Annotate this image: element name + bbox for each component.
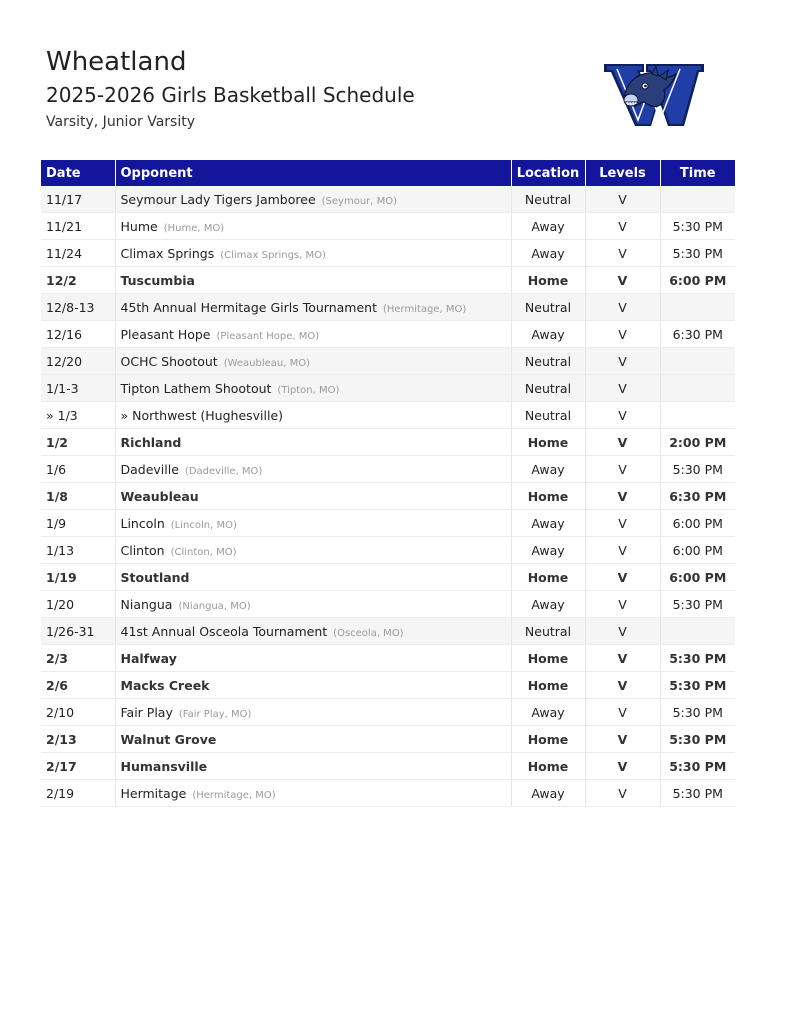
levels-cell: V <box>585 186 660 213</box>
opponent-name: 41st Annual Osceola Tournament <box>120 623 328 639</box>
location-cell: Away <box>511 240 585 267</box>
location-cell: Away <box>511 321 585 348</box>
table-row <box>41 753 735 780</box>
table-row <box>41 429 735 456</box>
table-row <box>41 483 735 510</box>
time-cell: 6:00 PM <box>660 564 735 591</box>
table-row <box>41 267 735 294</box>
levels-cell: V <box>585 483 660 510</box>
time-cell <box>660 186 735 213</box>
location-cell: Neutral <box>511 375 585 402</box>
opponent-name: Fair Play <box>120 704 173 720</box>
opponent-cell <box>115 240 511 267</box>
time-cell: 2:00 PM <box>660 429 735 456</box>
opponent-place: (Tipton, MO) <box>277 384 340 396</box>
opponent-cell <box>115 645 511 672</box>
logo-w-icon <box>604 62 704 128</box>
date-cell: 1/8 <box>41 483 115 510</box>
opponent-cell <box>115 510 511 537</box>
levels-cell: V <box>585 537 660 564</box>
opponent-name: Lincoln <box>120 515 165 531</box>
opponent-cell <box>115 726 511 753</box>
time-cell: 5:30 PM <box>660 780 735 807</box>
date-cell: 2/6 <box>41 672 115 699</box>
table-row <box>41 240 735 267</box>
date-cell: 11/24 <box>41 240 115 267</box>
time-cell: 5:30 PM <box>660 591 735 618</box>
levels-cell: V <box>585 456 660 483</box>
opponent-name: Weaubleau <box>120 488 199 504</box>
opponent-name: Pleasant Hope <box>120 326 211 342</box>
levels-cell: V <box>585 726 660 753</box>
opponent-name: Seymour Lady Tigers Jamboree <box>120 191 316 207</box>
time-cell: 6:00 PM <box>660 537 735 564</box>
opponent-name: Hermitage <box>120 785 187 801</box>
levels-cell: V <box>585 699 660 726</box>
time-cell <box>660 618 735 645</box>
opponent-name: Niangua <box>120 596 173 612</box>
location-cell: Home <box>511 267 585 294</box>
schedule-body <box>41 186 735 807</box>
table-row <box>41 294 735 321</box>
levels-cell: V <box>585 429 660 456</box>
time-cell: 6:30 PM <box>660 483 735 510</box>
opponent-place: (Dadeville, MO) <box>184 465 263 477</box>
time-cell: 5:30 PM <box>660 456 735 483</box>
date-cell: 12/16 <box>41 321 115 348</box>
time-cell: 5:30 PM <box>660 726 735 753</box>
date-cell: 1/26-31 <box>41 618 115 645</box>
date-cell: 2/17 <box>41 753 115 780</box>
levels-cell: V <box>585 321 660 348</box>
date-cell: 12/8-13 <box>41 294 115 321</box>
location-cell: Away <box>511 213 585 240</box>
opponent-name: Tipton Lathem Shootout <box>120 380 272 396</box>
opponent-name: 45th Annual Hermitage Girls Tournament <box>120 299 377 315</box>
table-row <box>41 402 735 429</box>
table-row <box>41 672 735 699</box>
table-row <box>41 213 735 240</box>
location-cell: Home <box>511 483 585 510</box>
location-cell: Home <box>511 645 585 672</box>
date-cell: 1/1-3 <box>41 375 115 402</box>
table-row <box>41 699 735 726</box>
location-cell: Neutral <box>511 618 585 645</box>
table-row <box>41 510 735 537</box>
opponent-place: (Pleasant Hope, MO) <box>216 330 320 342</box>
location-cell: Neutral <box>511 294 585 321</box>
opponent-name: Richland <box>120 434 182 450</box>
column-header-time: Time <box>660 160 735 186</box>
opponent-place: (Weaubleau, MO) <box>223 357 311 369</box>
location-cell: Home <box>511 726 585 753</box>
date-cell: 1/13 <box>41 537 115 564</box>
opponent-cell <box>115 186 511 213</box>
opponent-cell <box>115 402 511 429</box>
date-cell: 1/6 <box>41 456 115 483</box>
date-cell: 2/19 <box>41 780 115 807</box>
opponent-cell <box>115 672 511 699</box>
time-cell: 5:30 PM <box>660 240 735 267</box>
opponent-place: (Fair Play, MO) <box>178 708 252 720</box>
time-cell <box>660 294 735 321</box>
opponent-name: » Northwest (Hughesville) <box>120 407 284 423</box>
location-cell: Home <box>511 672 585 699</box>
location-cell: Away <box>511 510 585 537</box>
table-row <box>41 618 735 645</box>
table-row <box>41 321 735 348</box>
opponent-cell <box>115 375 511 402</box>
levels-subtitle: Varsity, Junior Varsity <box>46 114 196 130</box>
opponent-cell <box>115 780 511 807</box>
column-header-location: Location <box>511 160 585 186</box>
column-header-levels: Levels <box>585 160 660 186</box>
date-cell: 1/2 <box>41 429 115 456</box>
date-cell: 11/21 <box>41 213 115 240</box>
levels-cell: V <box>585 780 660 807</box>
opponent-name: Tuscumbia <box>120 272 195 288</box>
levels-cell: V <box>585 267 660 294</box>
opponent-name: Clinton <box>120 542 165 558</box>
opponent-cell <box>115 591 511 618</box>
opponent-cell <box>115 618 511 645</box>
time-cell: 5:30 PM <box>660 645 735 672</box>
opponent-name: Macks Creek <box>120 677 210 693</box>
opponent-name: Hume <box>120 218 158 234</box>
levels-cell: V <box>585 618 660 645</box>
opponent-name: OCHC Shootout <box>120 353 218 369</box>
date-cell: 2/13 <box>41 726 115 753</box>
opponent-place: (Lincoln, MO) <box>170 519 237 531</box>
levels-cell: V <box>585 510 660 537</box>
location-cell: Away <box>511 699 585 726</box>
levels-cell: V <box>585 591 660 618</box>
opponent-name: Climax Springs <box>120 245 215 261</box>
time-cell: 6:30 PM <box>660 321 735 348</box>
levels-cell: V <box>585 645 660 672</box>
opponent-place: (Hume, MO) <box>163 222 225 234</box>
column-header-opponent: Opponent <box>115 160 511 186</box>
opponent-name: Stoutland <box>120 569 190 585</box>
table-row <box>41 186 735 213</box>
levels-cell: V <box>585 672 660 699</box>
date-cell: » 1/3 <box>41 402 115 429</box>
opponent-cell <box>115 267 511 294</box>
location-cell: Away <box>511 591 585 618</box>
opponent-name: Halfway <box>120 650 177 666</box>
opponent-cell <box>115 537 511 564</box>
date-cell: 12/20 <box>41 348 115 375</box>
levels-cell: V <box>585 294 660 321</box>
opponent-place: (Clinton, MO) <box>170 546 237 558</box>
levels-cell: V <box>585 753 660 780</box>
levels-cell: V <box>585 348 660 375</box>
opponent-cell <box>115 429 511 456</box>
date-cell: 12/2 <box>41 267 115 294</box>
time-cell <box>660 402 735 429</box>
opponent-cell <box>115 753 511 780</box>
levels-cell: V <box>585 375 660 402</box>
schedule-title: 2025-2026 Girls Basketball Schedule <box>46 83 415 107</box>
opponent-cell <box>115 564 511 591</box>
time-cell: 6:00 PM <box>660 267 735 294</box>
location-cell: Home <box>511 429 585 456</box>
time-cell <box>660 348 735 375</box>
location-cell: Neutral <box>511 186 585 213</box>
opponent-cell <box>115 321 511 348</box>
time-cell: 6:00 PM <box>660 510 735 537</box>
levels-cell: V <box>585 564 660 591</box>
opponent-place: (Climax Springs, MO) <box>220 249 326 261</box>
levels-cell: V <box>585 240 660 267</box>
wheatland-mustang-logo <box>604 62 704 128</box>
opponent-cell <box>115 483 511 510</box>
location-cell: Away <box>511 780 585 807</box>
opponent-place: (Hermitage, MO) <box>192 789 276 801</box>
table-row <box>41 456 735 483</box>
location-cell: Home <box>511 564 585 591</box>
location-cell: Neutral <box>511 402 585 429</box>
levels-cell: V <box>585 213 660 240</box>
schedule-table <box>41 160 735 807</box>
opponent-cell <box>115 294 511 321</box>
opponent-place: (Niangua, MO) <box>178 600 251 612</box>
table-row <box>41 375 735 402</box>
time-cell <box>660 375 735 402</box>
date-cell: 1/9 <box>41 510 115 537</box>
location-cell: Away <box>511 537 585 564</box>
date-cell: 1/19 <box>41 564 115 591</box>
opponent-name: Walnut Grove <box>120 731 217 747</box>
opponent-cell <box>115 456 511 483</box>
opponent-cell <box>115 348 511 375</box>
date-cell: 2/3 <box>41 645 115 672</box>
schedule-header <box>46 46 415 132</box>
opponent-place: (Osceola, MO) <box>333 627 404 639</box>
location-cell: Away <box>511 456 585 483</box>
date-cell: 1/20 <box>41 591 115 618</box>
table-header-row <box>41 160 735 186</box>
time-cell: 5:30 PM <box>660 213 735 240</box>
time-cell: 5:30 PM <box>660 699 735 726</box>
opponent-place: (Seymour, MO) <box>321 195 398 207</box>
table-row <box>41 564 735 591</box>
table-row <box>41 348 735 375</box>
opponent-name: Dadeville <box>120 461 179 477</box>
table-row <box>41 537 735 564</box>
opponent-place: (Hermitage, MO) <box>382 303 467 315</box>
column-header-date: Date <box>41 160 115 186</box>
date-cell: 2/10 <box>41 699 115 726</box>
levels-cell: V <box>585 402 660 429</box>
table-row <box>41 726 735 753</box>
opponent-name: Humansville <box>120 758 208 774</box>
opponent-cell <box>115 213 511 240</box>
location-cell: Home <box>511 753 585 780</box>
table-row <box>41 780 735 807</box>
date-cell: 11/17 <box>41 186 115 213</box>
time-cell: 5:30 PM <box>660 672 735 699</box>
table-row <box>41 591 735 618</box>
school-name: Wheatland <box>46 47 187 77</box>
table-row <box>41 645 735 672</box>
location-cell: Neutral <box>511 348 585 375</box>
opponent-cell <box>115 699 511 726</box>
time-cell: 5:30 PM <box>660 753 735 780</box>
